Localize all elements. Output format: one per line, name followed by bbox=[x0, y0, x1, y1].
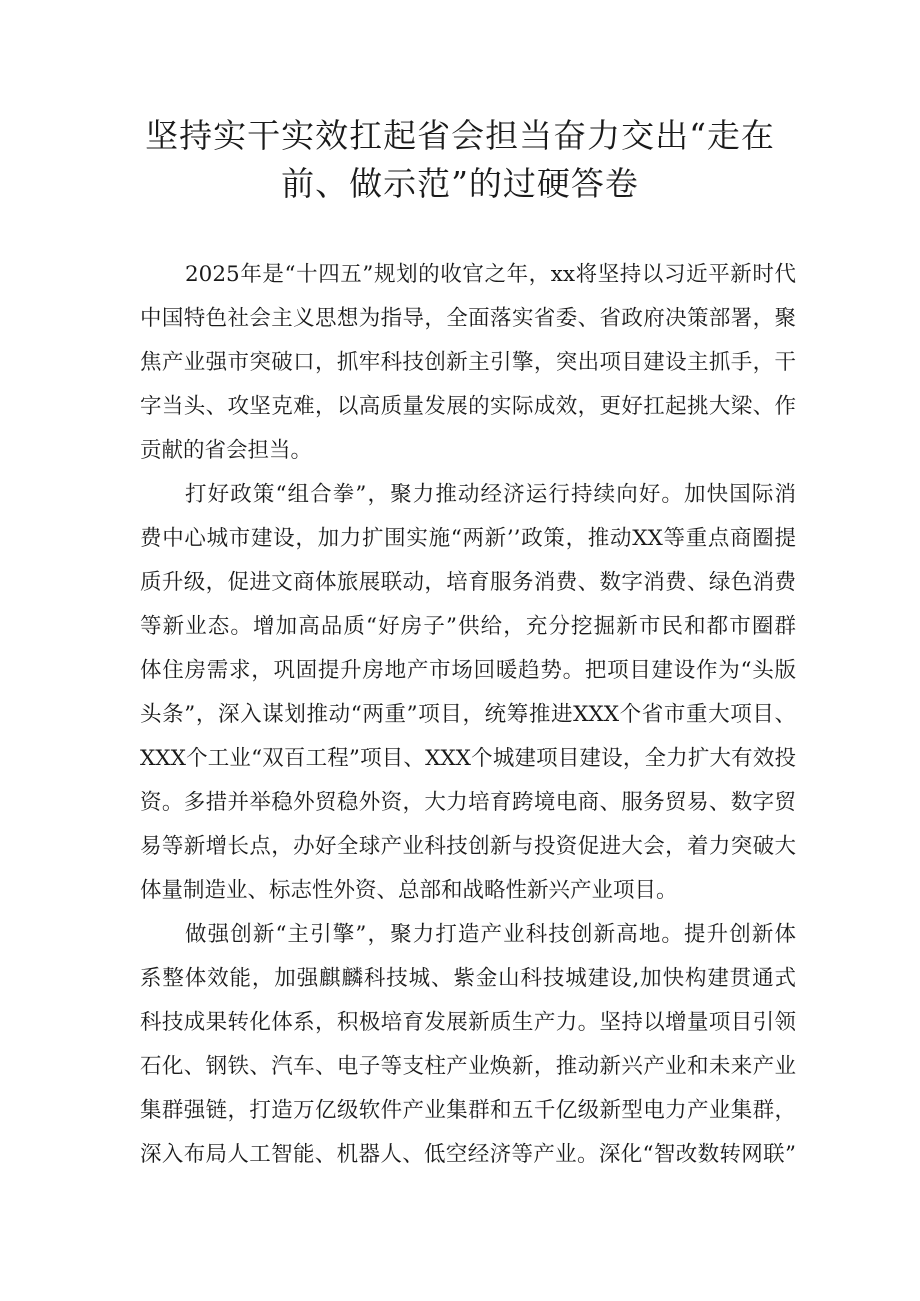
paragraph-3-line-2: 系整体效能，加强麒麟科技城、紫金山科技城建设,加快构建贯通式 bbox=[140, 966, 796, 991]
title-line-1: 坚持实干实效扛起省会担当奋力交出“走在 bbox=[145, 116, 775, 155]
paragraph-2-line-4: 等新业态。增加高品质“好房子”供给，充分挖掘新市民和都市圈群 bbox=[140, 614, 796, 639]
paragraph-3-line-1: 做强创新“主引擎”，聚力打造产业科技创新高地。提升创新体 bbox=[185, 922, 796, 947]
paragraph-3-line-5: 集群强链，打造万亿级软件产业集群和五千亿级新型电力产业集群， bbox=[140, 1098, 796, 1123]
page-title bbox=[120, 112, 800, 208]
paragraph-1-line-2: 中国特色社会主义思想为指导，全面落实省委、省政府决策部署，聚 bbox=[140, 306, 796, 331]
paragraph-2-line-7: XXX个工业“双百工程”项目、XXX个城建项目建设，全力扩大有效投 bbox=[140, 746, 796, 771]
paragraph-2-line-9: 易等新增长点，办好全球产业科技创新与投资促进大会，着力突破大 bbox=[140, 834, 796, 859]
paragraph-2-line-6: 头条”，深入谋划推动“两重”项目，统筹推进XXX个省市重大项目、 bbox=[140, 702, 796, 727]
paragraph-3-line-4: 石化、钢铁、汽车、电子等支柱产业焕新，推动新兴产业和未来产业 bbox=[140, 1054, 796, 1079]
paragraph-1-line-1: 2025年是“十四五”规划的收官之年，xx将坚持以习近平新时代 bbox=[185, 262, 796, 287]
paragraph-2-line-2: 费中心城市建设，加力扩围实施“两新’’政策，推动XX等重点商圈提 bbox=[140, 526, 796, 551]
title-line-2: 前、做示范”的过硬答卷 bbox=[281, 164, 639, 203]
paragraph-2-line-1: 打好政策“组合拳”，聚力推动经济运行持续向好。加快国际消 bbox=[185, 482, 796, 507]
paragraph-2-line-3: 质升级，促进文商体旅展联动，培育服务消费、数字消费、绿色消费 bbox=[140, 570, 796, 595]
paragraph-1-line-5: 贡献的省会担当。 bbox=[140, 438, 313, 463]
paragraph-3-line-6: 深入布局人工智能、机器人、低空经济等产业。深化“智改数转网联” bbox=[140, 1142, 796, 1167]
paragraph-2-line-10: 体量制造业、标志性外资、总部和战略性新兴产业项目。 bbox=[140, 878, 678, 903]
paragraph-2-line-5: 体住房需求，巩固提升房地产市场回暖趋势。把项目建设作为“头版 bbox=[140, 658, 796, 683]
paragraph-2-line-8: 资。多措并举稳外贸稳外资，大力培育跨境电商、服务贸易、数字贸 bbox=[140, 790, 796, 815]
paragraph-1-line-3: 焦产业强市突破口，抓牢科技创新主引擎，突出项目建设主抓手，干 bbox=[140, 350, 796, 375]
paragraph-1-line-4: 字当头、攻坚克难，以高质量发展的实际成效，更好扛起挑大梁、作 bbox=[140, 394, 796, 419]
paragraph-3-line-3: 科技成果转化体系，积极培育发展新质生产力。坚持以增量项目引领 bbox=[140, 1010, 796, 1035]
